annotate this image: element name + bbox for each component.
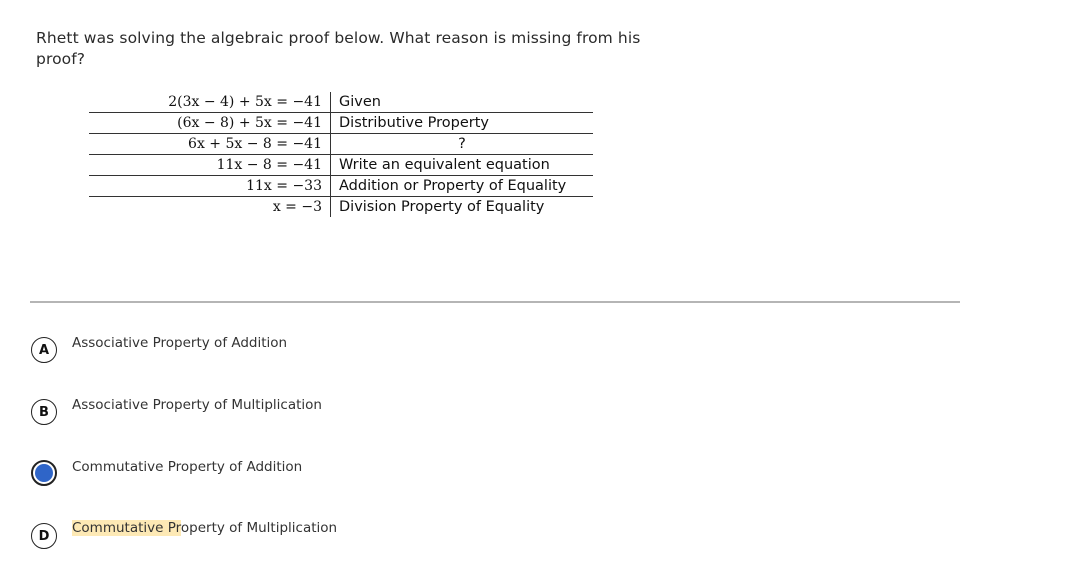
- proof-statement: 2(3x − 4) + 5x = −41: [168, 94, 322, 110]
- proof-reason-missing: ?: [330, 134, 593, 154]
- proof-row: [89, 176, 593, 197]
- question-prompt: [36, 28, 676, 70]
- choice-label-c[interactable]: Commutative Property of Addition: [72, 459, 303, 475]
- choice-bubble-a[interactable]: A: [31, 337, 57, 363]
- proof-statement: (6x − 8) + 5x = −41: [177, 115, 322, 131]
- proof-statement: 6x + 5x − 8 = −41: [188, 136, 322, 152]
- proof-reason: Given: [330, 92, 593, 112]
- proof-reason: Addition or Property of Equality: [330, 176, 593, 196]
- selected-indicator-icon: [35, 464, 53, 482]
- proof-statement: x = −3: [272, 199, 322, 215]
- proof-reason: Division Property of Equality: [330, 197, 593, 217]
- proof-statement: 11x − 8 = −41: [216, 157, 322, 173]
- choice-label-b[interactable]: Associative Property of Multiplication: [72, 397, 322, 413]
- proof-row: [89, 197, 593, 217]
- answer-choice-b[interactable]: [31, 397, 322, 425]
- proof-table: [89, 92, 593, 217]
- question-line-2: proof?: [36, 50, 86, 68]
- proof-row: [89, 134, 593, 155]
- answer-choice-a[interactable]: [31, 335, 288, 363]
- proof-reason: Write an equivalent equation: [330, 155, 593, 175]
- choice-bubble-d[interactable]: D: [31, 523, 57, 549]
- answer-choice-d[interactable]: [31, 520, 338, 549]
- choice-label-a[interactable]: Associative Property of Addition: [72, 335, 288, 351]
- proof-statement: 11x = −33: [246, 178, 322, 194]
- proof-row: [89, 92, 593, 113]
- section-divider: [30, 301, 960, 303]
- answer-choice-c[interactable]: [31, 459, 303, 486]
- proof-row: [89, 113, 593, 134]
- choice-label-d[interactable]: [72, 520, 337, 536]
- proof-row: [89, 155, 593, 176]
- choice-bubble-c-selected[interactable]: [31, 460, 57, 486]
- proof-reason: Distributive Property: [330, 113, 593, 133]
- choice-label-d-rest: operty of Multiplication: [180, 520, 338, 536]
- text-highlight: Commutative Pr: [72, 520, 181, 536]
- choice-bubble-b[interactable]: B: [31, 399, 57, 425]
- question-line-1: Rhett was solving the algebraic proof below. What reason is missing from his: [36, 29, 641, 47]
